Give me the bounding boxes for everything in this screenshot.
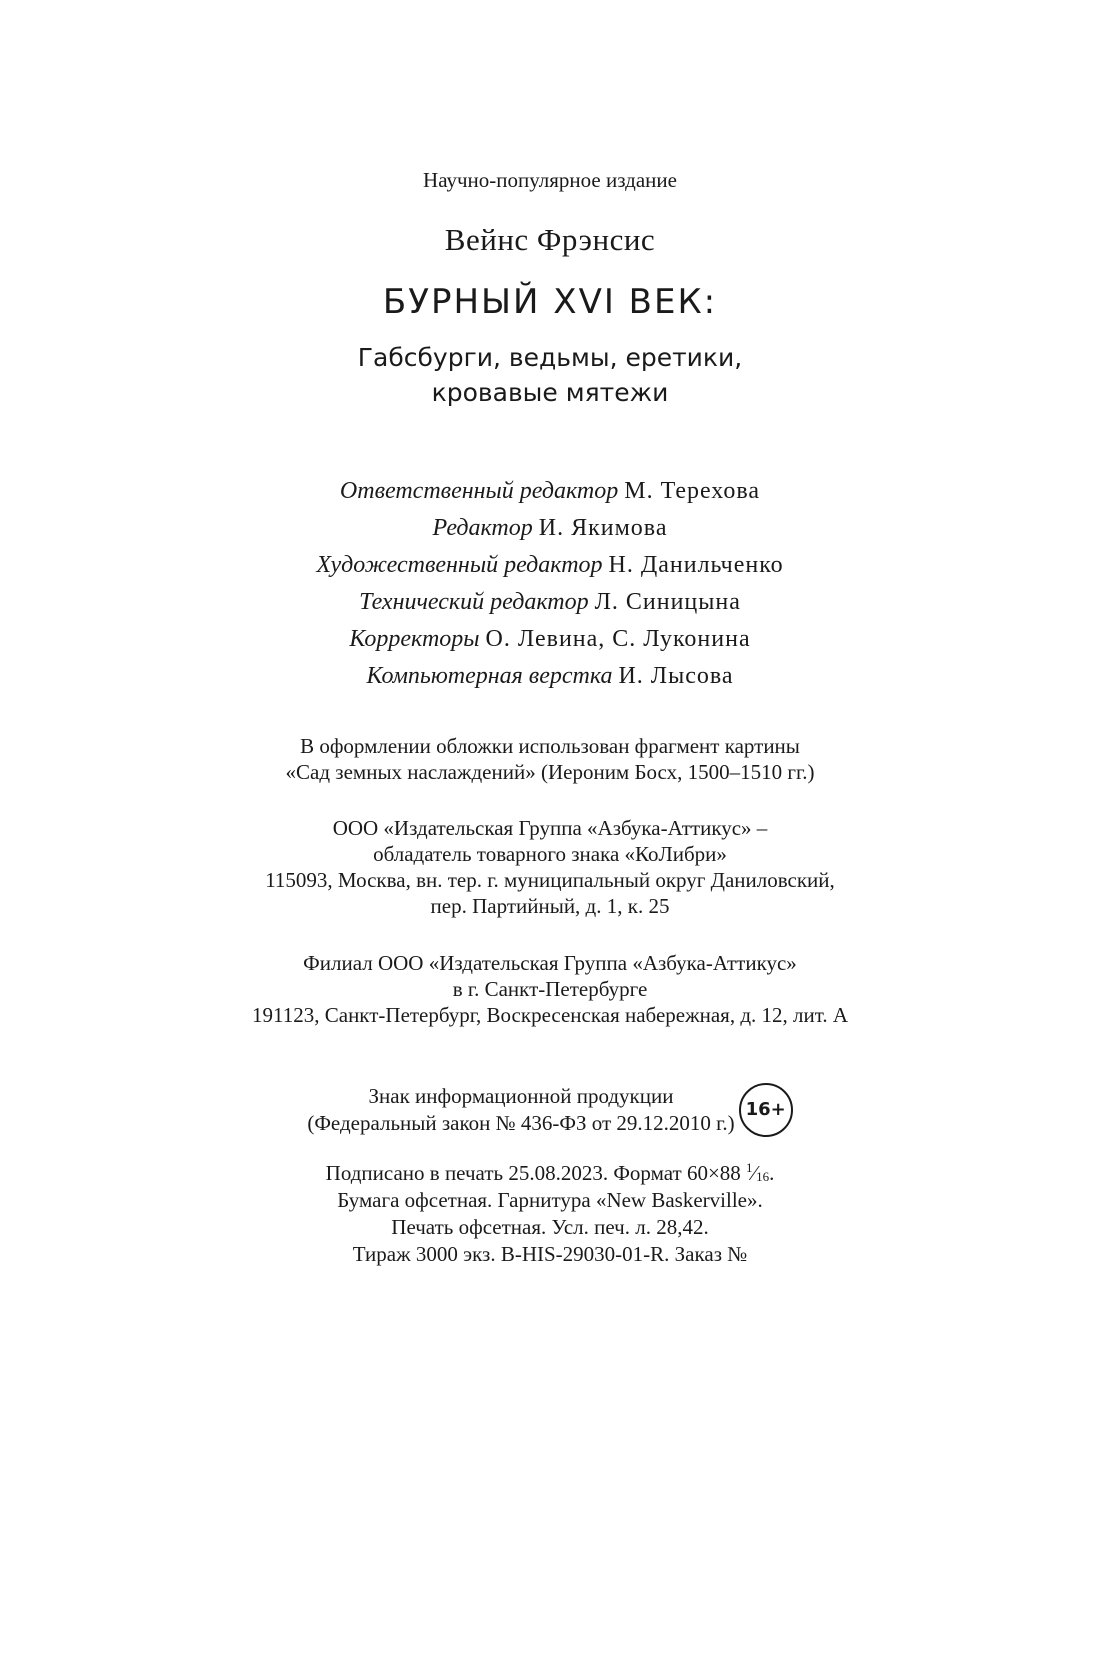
branch-line: Филиал ООО «Издательская Группа «Азбука-Аттикус» bbox=[303, 951, 797, 975]
publisher-line: 115093, Москва, вн. тер. г. муниципальный округ Даниловский, bbox=[265, 868, 835, 892]
info-sign-line: (Федеральный закон № 436-ФЗ от 29.12.2010 г.) bbox=[307, 1111, 735, 1135]
age-rating-badge: 16+ bbox=[739, 1083, 793, 1137]
print-details-line: Тираж 3000 экз. B-HIS-29030-01-R. Заказ № bbox=[352, 1242, 748, 1266]
publisher-line: обладатель товарного знака «КоЛибри» bbox=[373, 842, 727, 866]
credit-name: И. Лысова bbox=[618, 663, 734, 689]
subtitle-line: кровавые мятежи bbox=[431, 378, 669, 407]
credit-name: Н. Данильченко bbox=[608, 552, 784, 578]
print-details-line bbox=[0, 1160, 1100, 1187]
print-details-line: Бумага офсетная. Гарнитура «New Baskerville». bbox=[337, 1188, 763, 1212]
credit-role: Художественный редактор bbox=[316, 552, 603, 578]
credit-role: Редактор bbox=[432, 515, 533, 541]
info-sign-text bbox=[307, 1083, 734, 1137]
print-details bbox=[0, 1160, 1100, 1268]
author-name: Вейнс Фрэнсис bbox=[444, 222, 656, 257]
credit-name: М. Терехова bbox=[624, 478, 761, 504]
credit-name: И. Якимова bbox=[538, 515, 668, 541]
branch-line: в г. Санкт-Петербурге bbox=[452, 977, 648, 1001]
credit-line bbox=[0, 473, 1100, 510]
info-product-sign bbox=[0, 1083, 1100, 1137]
publisher-line: пер. Партийный, д. 1, к. 25 bbox=[430, 894, 670, 918]
credit-role: Технический редактор bbox=[359, 589, 589, 615]
info-sign-line: Знак информационной продукции bbox=[368, 1084, 674, 1108]
credit-line bbox=[0, 584, 1100, 621]
credit-line bbox=[0, 621, 1100, 658]
signed-suffix: . bbox=[769, 1161, 775, 1185]
subtitle-line: Габсбурги, ведьмы, еретики, bbox=[357, 343, 743, 372]
credit-role: Компьютерная верстка bbox=[366, 663, 613, 689]
branch-info bbox=[0, 950, 1100, 1028]
credit-role: Корректоры bbox=[349, 626, 480, 652]
credits-list bbox=[0, 473, 1100, 695]
credit-line bbox=[0, 658, 1100, 695]
book-subtitle bbox=[0, 340, 1100, 410]
publisher-line: ООО «Издательская Группа «Азбука-Аттикус» – bbox=[332, 816, 768, 840]
publisher-info bbox=[0, 815, 1100, 919]
cover-note-line: В оформлении обложки использован фрагмент картины bbox=[300, 734, 800, 758]
credit-role: Ответственный редактор bbox=[339, 478, 619, 504]
credit-name: Л. Синицына bbox=[594, 589, 741, 615]
cover-note bbox=[0, 733, 1100, 785]
book-title: БУРНЫЙ XVI ВЕК: bbox=[382, 282, 718, 322]
format-denominator: 16 bbox=[756, 1169, 770, 1184]
format-numerator: 1 bbox=[746, 1160, 753, 1175]
cover-note-line: «Сад земных наслаждений» (Иероним Босх, 1500–1510 гг.) bbox=[285, 760, 815, 784]
credit-line bbox=[0, 510, 1100, 547]
signed-date-format: Подписано в печать 25.08.2023. Формат 60×88 bbox=[325, 1161, 741, 1185]
credit-line bbox=[0, 547, 1100, 584]
edition-type: Научно-популярное издание bbox=[423, 168, 677, 192]
credit-name: О. Левина, С. Луконина bbox=[485, 626, 751, 652]
print-details-line: Печать офсетная. Усл. печ. л. 28,42. bbox=[391, 1215, 709, 1239]
branch-line: 191123, Санкт-Петербург, Воскресенская набережная, д. 12, лит. А bbox=[252, 1003, 848, 1027]
format-fraction: $^1⁄_{16}$ bbox=[746, 1160, 770, 1185]
